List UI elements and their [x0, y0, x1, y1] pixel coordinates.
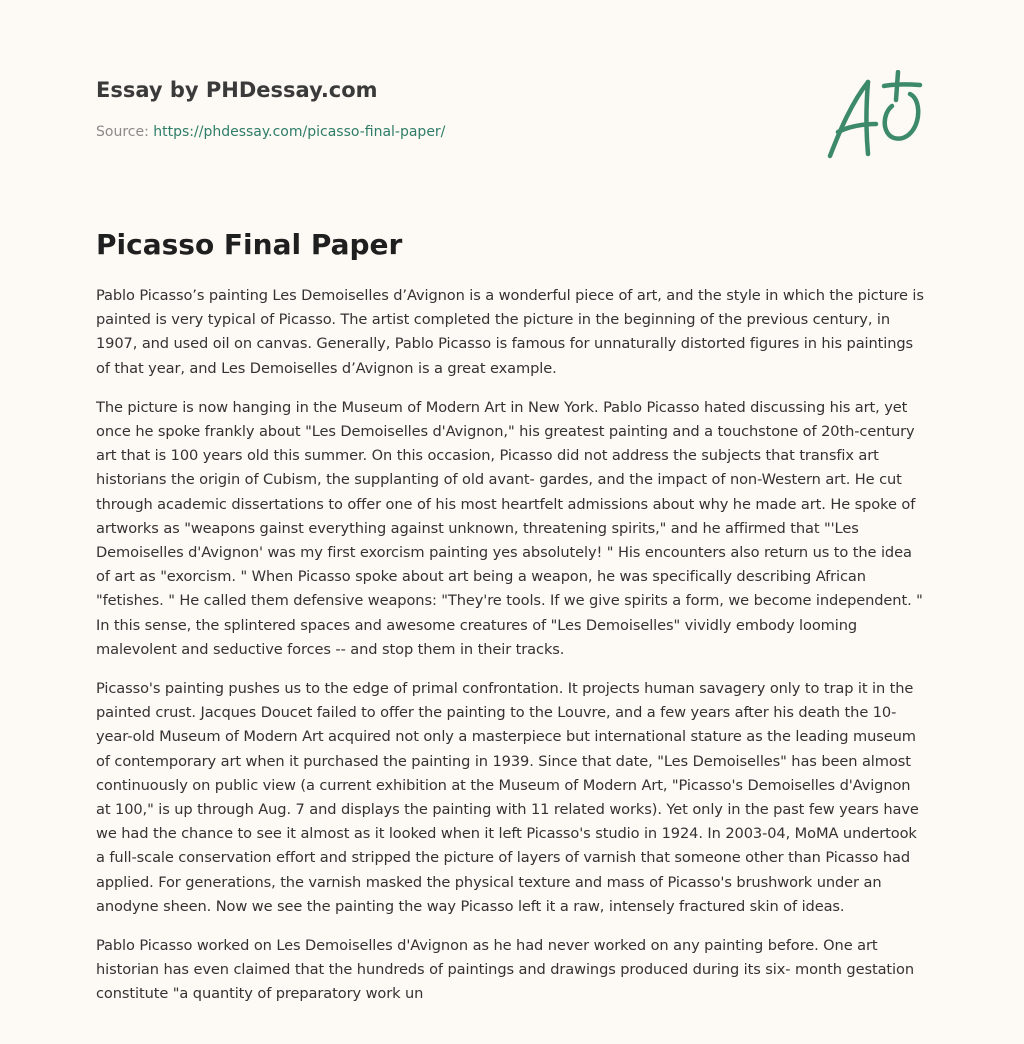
- paragraph: Pablo Picasso’s painting Les Demoiselles d’Avignon is a wonderful piece of art, and the style in which the picture is painted is very typical of Picasso. The artist completed the picture in the beginning of the previous century, in 1907, and used oil on canvas. Generally, Pablo Picasso is famous for unnaturally distorted figures in his paintings of that year, and Les Demoiselles d’Avignon is a great example.: [96, 287, 924, 377]
- essay-header: [96, 74, 936, 140]
- essay-title: Picasso Final Paper: [96, 228, 403, 261]
- paragraph: Pablo Picasso worked on Les Demoiselles d'Avignon as he had never worked on any painting before. One art historian has even claimed that the hundreds of paintings and drawings produced during its six- month gestation constitute "a quantity of preparatory work un: [96, 937, 914, 1003]
- a-plus-grade-icon: [824, 70, 924, 162]
- source-link[interactable]: https://phdessay.com/picasso-final-paper/: [153, 124, 446, 140]
- paragraph: The picture is now hanging in the Museum of Modern Art in New York. Pablo Picasso hated discussing his art, yet once he spoke frankly about "Les Demoiselles d'Avignon," his greatest painting and a touchstone of 20th-century art that is 100 years old this summer. On this occasion, Picasso did not address the subjects that transfix art historians the origin of Cubism, the supplanting of old avant- gardes, and the impact of non-Western art. He cut through academic dissertations to offer one of his most heartfelt admissions about why he made art. He spoke of artworks as "weapons gainst everything against unknown, threatening spirits," and he affirmed that "'Les Demoiselles d'Avignon' was my first exorcism painting yes absolutely! " His encounters also return us to the idea of art as "exorcism. " When Picasso spoke about art being a weapon, he was specifically describing African "fetishes. " He called them defensive weapons: "They're tools. If we give spirits a form, we become independent. " In this sense, the splintered spaces and awesome creatures of "Les Demoiselles" vividly embody looming malevolent and seductive forces -- and stop them in their tracks.: [96, 398, 923, 658]
- essay-body: [96, 284, 928, 1022]
- source-line: [96, 124, 445, 140]
- source-label: Source:: [96, 124, 149, 140]
- paragraph: Picasso's painting pushes us to the edge of primal confrontation. It projects human savagery only to trap it in the painted crust. Jacques Doucet failed to offer the painting to the Louvre, and a few years after his death the 10-year-old Museum of Modern Art acquired not only a masterpiece but international stature as the leading museum of contemporary art when it purchased the painting in 1939. Since that date, "Les Demoiselles" has been almost continuously on public view (a current exhibition at the Museum of Modern Art, "Picasso's Demoiselles d'Avignon at 100," is up through Aug. 7 and displays the painting with 11 related works). Yet only in the past few years have we had the chance to see it almost as it looked when it left Picasso's studio in 1924. In 2003-04, MoMA undertook a full-scale conservation effort and stripped the picture of layers of varnish that someone other than Picasso had applied. For generations, the varnish masked the physical texture and mass of Picasso's brushwork under an anodyne sheen. Now we see the painting the way Picasso left it a raw, intensely fractured skin of ideas.: [96, 680, 919, 915]
- site-brand: Essay by PHDessay.com: [96, 78, 378, 102]
